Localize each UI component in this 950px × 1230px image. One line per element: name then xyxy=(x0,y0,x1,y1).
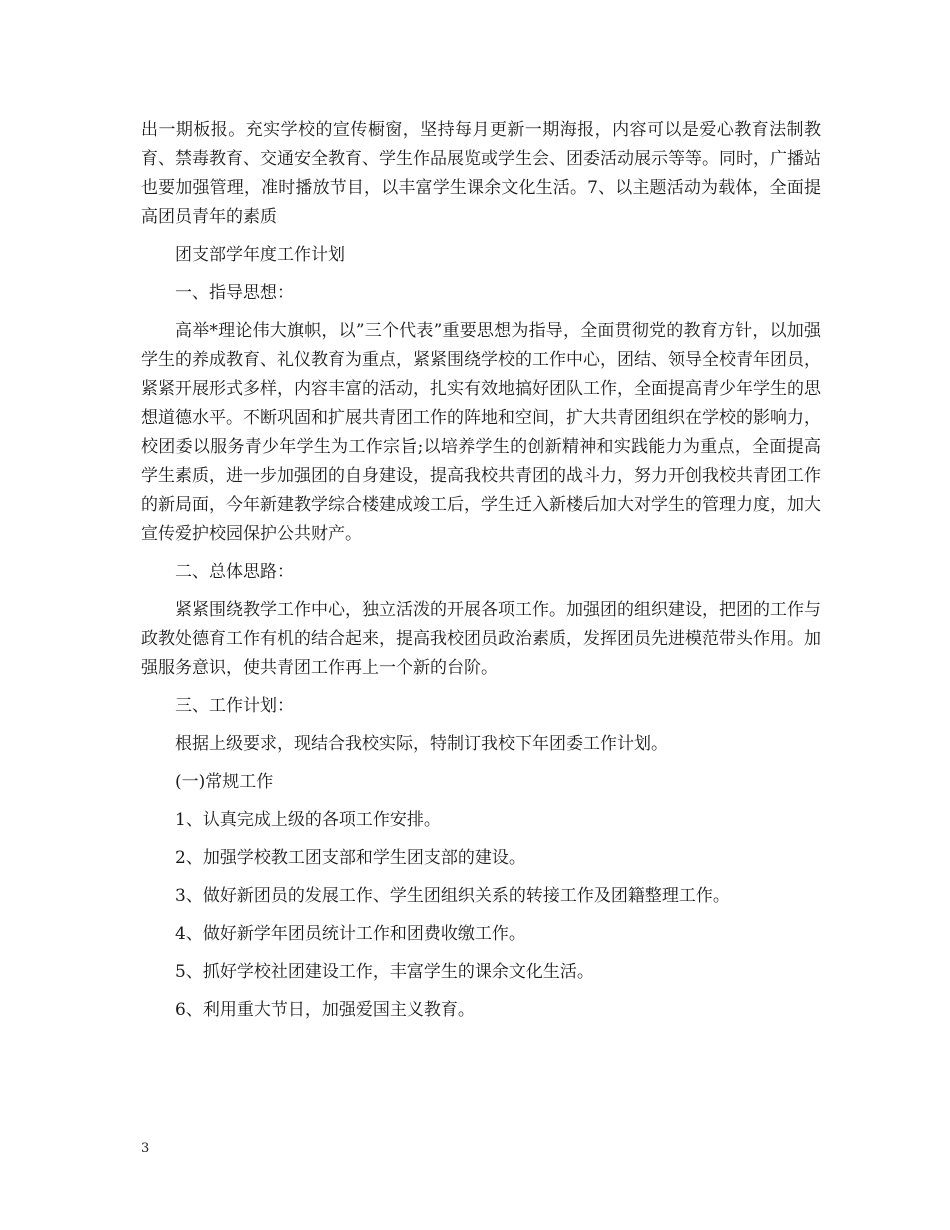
list-item: 3、做好新团员的发展工作、学生团组织关系的转接工作及团籍整理工作。 xyxy=(175,886,730,906)
list-item: 2、加强学校教工团支部和学生团支部的建设。 xyxy=(175,848,526,868)
work-plan-intro: 根据上级要求，现结合我校实际，特制订我校下年团委工作计划。 xyxy=(175,734,668,754)
document-body xyxy=(141,116,821,1034)
guiding-ideology-paragraph: 高举*理论伟大旗帜，以”三个代表”重要思想为指导，全面贯彻党的教育方针，以加强学生的养成教育、礼仪教育为重点，紧紧围绕学校的工作中心，团结、领导全校青年团员，紧紧开展形式多样，内容丰富的活动，扎实有效地搞好团队工作，全面提高青少年学生的思想道德水平。不断巩固和扩展共青团工作的阵地和空间，扩大共青团组织在学校的影响力，校团委以服务青少年学生为工作宗旨;以培养学生的创新精神和实践能力为重点，全面提高学生素质，进一步加强团的自身建设，提高我校共青团的战斗力，努力开创我校共青团工作的新局面，今年新建教学综合楼建成竣工后，学生迁入新楼后加大对学生的管理力度，加大宣传爱护校园保护公共财产。 xyxy=(141,321,821,544)
list-item: 4、做好新学年团员统计工作和团费收缴工作。 xyxy=(175,924,526,944)
section-heading-guiding-ideology: 一、指导思想： xyxy=(175,283,294,303)
overall-approach-paragraph: 紧紧围绕教学工作中心，独立活泼的开展各项工作。加强团的组织建设，把团的工作与政教处德育工作有机的结合起来，提高我校团员政治素质，发挥团员先进模范带头作用。加强服务意识，使共青团工作再上一个新的台阶。 xyxy=(141,600,821,678)
continuation-paragraph: 出一期板报。充实学校的宣传橱窗，坚持每月更新一期海报，内容可以是爱心教育法制教育、禁毒教育、交通安全教育、学生作品展览或学生会、团委活动展示等等。同时，广播站也要加强管理，准时播放节目，以丰富学生课余文化生活。7、以主题活动为载体，全面提高团员青年的素质 xyxy=(141,120,821,227)
list-item: 5、抓好学校社团建设工作，丰富学生的课余文化生活。 xyxy=(175,962,594,982)
page-number: 3 xyxy=(141,1141,150,1156)
plan-title: 团支部学年度工作计划 xyxy=(175,245,345,265)
list-item: 6、利用重大节日，加强爱国主义教育。 xyxy=(175,1000,475,1020)
routine-work-subheading: (一)常规工作 xyxy=(175,772,274,792)
section-heading-work-plan: 三、工作计划： xyxy=(175,696,294,716)
list-item: 1、认真完成上级的各项工作安排。 xyxy=(175,810,441,830)
section-heading-overall-approach: 二、总体思路： xyxy=(175,562,294,582)
